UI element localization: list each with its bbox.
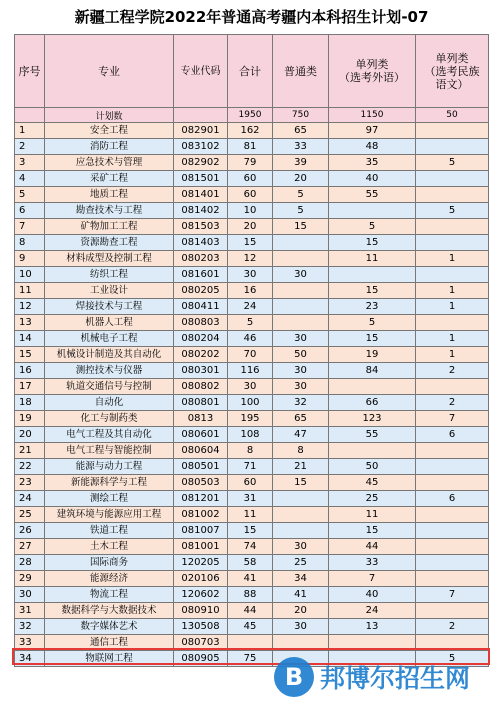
cell-single-ethnic: [416, 475, 489, 491]
page-title: 新疆工程学院2022年普通高考疆内本科招生计划-07: [74, 8, 429, 26]
table-row: [15, 283, 489, 299]
cell-index: 21: [15, 443, 45, 459]
cell-major: 能源经济: [45, 571, 174, 587]
cell-total: 41: [228, 571, 273, 587]
table-row: [15, 427, 489, 443]
cell-code: 081002: [174, 507, 228, 523]
cell-major: 机械电子工程: [45, 331, 174, 347]
cell-general: 33: [273, 139, 329, 155]
table-row: [15, 443, 489, 459]
cell-general: 30: [273, 363, 329, 379]
cell-total: 20: [228, 219, 273, 235]
table-row: [15, 187, 489, 203]
header-code: 专业代码: [174, 35, 228, 108]
cell-single-ethnic: 7: [416, 411, 489, 427]
cell-index: 29: [15, 571, 45, 587]
cell-single-foreign: [329, 203, 416, 219]
cell-single-foreign: 84: [329, 363, 416, 379]
cell-major: 国际商务: [45, 555, 174, 571]
cell-index: 26: [15, 523, 45, 539]
cell-general: 30: [273, 379, 329, 395]
cell-general: 30: [273, 539, 329, 555]
cell-general: 39: [273, 155, 329, 171]
cell-single-ethnic: [416, 315, 489, 331]
cell-general: 15: [273, 475, 329, 491]
cell-index: 13: [15, 315, 45, 331]
cell-total: 70: [228, 347, 273, 363]
cell-index: 17: [15, 379, 45, 395]
cell-general: 15: [273, 219, 329, 235]
table-row: [15, 235, 489, 251]
cell-index: 31: [15, 603, 45, 619]
cell-single-ethnic: [416, 571, 489, 587]
table-row: [15, 411, 489, 427]
cell-single-foreign: [329, 267, 416, 283]
cell-general: [273, 283, 329, 299]
cell-index: 2: [15, 139, 45, 155]
cell-major: 电气工程与智能控制: [45, 443, 174, 459]
cell-major: 地质工程: [45, 187, 174, 203]
table-row: [15, 315, 489, 331]
cell-code: 020106: [174, 571, 228, 587]
cell-single-ethnic: 2: [416, 395, 489, 411]
watermark-logo-icon: B: [274, 657, 314, 697]
cell-major: 机械设计制造及其自动化: [45, 347, 174, 363]
cell-major: 机器人工程: [45, 315, 174, 331]
cell-single-ethnic: [416, 539, 489, 555]
cell-general: 8: [273, 443, 329, 459]
cell-general: [273, 299, 329, 315]
cell-total: 74: [228, 539, 273, 555]
cell-general: 32: [273, 395, 329, 411]
cell-general: 20: [273, 171, 329, 187]
cell-single-foreign: 5: [329, 219, 416, 235]
cell-total: 31: [228, 491, 273, 507]
header-general: 普通类: [273, 35, 329, 108]
cell-single-foreign: 55: [329, 187, 416, 203]
cell-major: 资源勘查工程: [45, 235, 174, 251]
cell-major: 电气工程及其自动化: [45, 427, 174, 443]
table-row: [15, 491, 489, 507]
cell-total: 45: [228, 619, 273, 635]
cell-single-ethnic: [416, 507, 489, 523]
cell-major: 勘查技术与工程: [45, 203, 174, 219]
cell-index: 24: [15, 491, 45, 507]
cell-single-ethnic: [416, 555, 489, 571]
cell-single-foreign: 50: [329, 459, 416, 475]
cell-code: 081601: [174, 267, 228, 283]
cell-index: 18: [15, 395, 45, 411]
cell-major: 通信工程: [45, 635, 174, 651]
cell-total: [228, 635, 273, 651]
cell-major: 应急技术与管理: [45, 155, 174, 171]
cell-code: 080501: [174, 459, 228, 475]
cell-general: [273, 251, 329, 267]
cell-code: 120602: [174, 587, 228, 603]
header-total: 合计: [228, 35, 273, 108]
cell-index: 25: [15, 507, 45, 523]
cell-total: 46: [228, 331, 273, 347]
cell-code: 080604: [174, 443, 228, 459]
cell-general: 5: [273, 203, 329, 219]
cell-single-foreign: 25: [329, 491, 416, 507]
cell-single-ethnic: [416, 235, 489, 251]
cell-total: 81: [228, 139, 273, 155]
table-row: [15, 539, 489, 555]
cell-major: 物流工程: [45, 587, 174, 603]
cell-general: [273, 235, 329, 251]
header-single-ethnic: 单列类 （选考民族 语文）: [416, 35, 489, 108]
cell-single-foreign: 5: [329, 315, 416, 331]
cell-general: 5: [273, 187, 329, 203]
cell-general: 47: [273, 427, 329, 443]
cell-single-ethnic: [416, 379, 489, 395]
cell-major: 土木工程: [45, 539, 174, 555]
cell-major: 轨道交通信号与控制: [45, 379, 174, 395]
table-row: [15, 363, 489, 379]
cell-general: 65: [273, 123, 329, 139]
cell-total: 116: [228, 363, 273, 379]
cell-major: 能源与动力工程: [45, 459, 174, 475]
cell-major: 工业设计: [45, 283, 174, 299]
table-row: [15, 619, 489, 635]
cell-total: 30: [228, 267, 273, 283]
cell-major: 纺织工程: [45, 267, 174, 283]
cell-general: 30: [273, 619, 329, 635]
cell-index: 30: [15, 587, 45, 603]
cell-general: 41: [273, 587, 329, 603]
cell-index: 4: [15, 171, 45, 187]
cell-single-ethnic: 1: [416, 251, 489, 267]
cell-general: 50: [273, 347, 329, 363]
cell-code: 080301: [174, 363, 228, 379]
header-index: 序号: [15, 35, 45, 108]
cell-major: 铁道工程: [45, 523, 174, 539]
watermark-text: 邦博尔招生网: [320, 664, 471, 693]
cell-major: 采矿工程: [45, 171, 174, 187]
cell-general: 25: [273, 555, 329, 571]
cell-single-foreign: 11: [329, 507, 416, 523]
cell-single-foreign: 45: [329, 475, 416, 491]
table-row: [15, 331, 489, 347]
cell-code: 080204: [174, 331, 228, 347]
cell-total: 60: [228, 187, 273, 203]
cell-total: 60: [228, 171, 273, 187]
cell-major: 材料成型及控制工程: [45, 251, 174, 267]
cell-index: 1: [15, 123, 45, 139]
cell-total: 108: [228, 427, 273, 443]
cell-single-ethnic: [416, 187, 489, 203]
cell-single-foreign: [329, 443, 416, 459]
cell-total: 8: [228, 443, 273, 459]
cell-single-foreign: 35: [329, 155, 416, 171]
cell-single-ethnic: 2: [416, 619, 489, 635]
totals-code: [174, 108, 228, 123]
cell-single-foreign: [329, 379, 416, 395]
cell-single-ethnic: [416, 139, 489, 155]
table-row: [15, 251, 489, 267]
enrollment-plan-table: [14, 34, 489, 667]
cell-index: 23: [15, 475, 45, 491]
table-row: [15, 139, 489, 155]
cell-index: 20: [15, 427, 45, 443]
cell-single-ethnic: [416, 603, 489, 619]
cell-general: [273, 315, 329, 331]
cell-major: 矿物加工工程: [45, 219, 174, 235]
cell-index: 9: [15, 251, 45, 267]
watermark: [274, 654, 496, 700]
cell-total: 10: [228, 203, 273, 219]
cell-code: 080801: [174, 395, 228, 411]
cell-general: [273, 635, 329, 651]
cell-major: 数字媒体艺术: [45, 619, 174, 635]
cell-single-foreign: 33: [329, 555, 416, 571]
cell-major: 焊接技术与工程: [45, 299, 174, 315]
cell-total: 16: [228, 283, 273, 299]
cell-code: 080910: [174, 603, 228, 619]
table-row: [15, 379, 489, 395]
header-single-foreign: 单列类 （选考外语）: [329, 35, 416, 108]
totals-row: [15, 108, 489, 123]
cell-index: 34: [15, 651, 45, 667]
cell-single-ethnic: 1: [416, 299, 489, 315]
cell-single-foreign: 19: [329, 347, 416, 363]
table-row: [15, 123, 489, 139]
cell-code: 081001: [174, 539, 228, 555]
table-header-row: [15, 35, 489, 108]
cell-code: 083102: [174, 139, 228, 155]
cell-major: 物联网工程: [45, 651, 174, 667]
cell-index: 27: [15, 539, 45, 555]
totals-index: [15, 108, 45, 123]
cell-single-foreign: 15: [329, 283, 416, 299]
table-row: [15, 571, 489, 587]
cell-code: 080503: [174, 475, 228, 491]
cell-single-ethnic: 5: [416, 203, 489, 219]
cell-code: 081201: [174, 491, 228, 507]
cell-single-ethnic: [416, 219, 489, 235]
cell-total: 24: [228, 299, 273, 315]
cell-code: 082902: [174, 155, 228, 171]
cell-single-foreign: 48: [329, 139, 416, 155]
cell-total: 30: [228, 379, 273, 395]
cell-single-foreign: 44: [329, 539, 416, 555]
cell-single-foreign: 23: [329, 299, 416, 315]
cell-total: 5: [228, 315, 273, 331]
cell-single-ethnic: 5: [416, 155, 489, 171]
table-row: [15, 203, 489, 219]
cell-single-ethnic: [416, 443, 489, 459]
cell-single-foreign: 15: [329, 331, 416, 347]
cell-code: 081501: [174, 171, 228, 187]
cell-single-ethnic: [416, 171, 489, 187]
totals-single-foreign: 1150: [329, 108, 416, 123]
cell-single-ethnic: [416, 267, 489, 283]
cell-single-ethnic: 6: [416, 427, 489, 443]
cell-general: [273, 507, 329, 523]
cell-single-ethnic: 1: [416, 283, 489, 299]
table-row: [15, 587, 489, 603]
cell-code: 130508: [174, 619, 228, 635]
table-row: [15, 155, 489, 171]
cell-index: 8: [15, 235, 45, 251]
cell-index: 16: [15, 363, 45, 379]
cell-major: 测控技术与仪器: [45, 363, 174, 379]
cell-total: 58: [228, 555, 273, 571]
cell-index: 12: [15, 299, 45, 315]
cell-single-ethnic: [416, 459, 489, 475]
cell-single-ethnic: 6: [416, 491, 489, 507]
table-row: [15, 459, 489, 475]
cell-single-foreign: 13: [329, 619, 416, 635]
cell-general: 30: [273, 267, 329, 283]
cell-single-ethnic: 2: [416, 363, 489, 379]
table-row: [15, 635, 489, 651]
cell-total: 12: [228, 251, 273, 267]
cell-single-foreign: 123: [329, 411, 416, 427]
cell-code: 080803: [174, 315, 228, 331]
cell-code: 080703: [174, 635, 228, 651]
cell-index: 14: [15, 331, 45, 347]
table-row: [15, 523, 489, 539]
cell-index: 22: [15, 459, 45, 475]
cell-total: 195: [228, 411, 273, 427]
cell-code: 080905: [174, 651, 228, 667]
table-row: [15, 219, 489, 235]
cell-total: 15: [228, 235, 273, 251]
totals-label: 计划数: [45, 108, 174, 123]
cell-major: 新能源科学与工程: [45, 475, 174, 491]
table-row: [15, 347, 489, 363]
cell-code: 080601: [174, 427, 228, 443]
cell-major: 建筑环境与能源应用工程: [45, 507, 174, 523]
cell-single-ethnic: [416, 635, 489, 651]
cell-total: 15: [228, 523, 273, 539]
cell-code: 080802: [174, 379, 228, 395]
cell-index: 6: [15, 203, 45, 219]
cell-single-ethnic: 5: [416, 651, 489, 667]
cell-single-foreign: 15: [329, 235, 416, 251]
cell-single-foreign: 24: [329, 603, 416, 619]
cell-major: 测绘工程: [45, 491, 174, 507]
cell-single-foreign: 11: [329, 251, 416, 267]
cell-major: 自动化: [45, 395, 174, 411]
table-row: [15, 555, 489, 571]
cell-index: 28: [15, 555, 45, 571]
cell-single-foreign: 55: [329, 427, 416, 443]
table-row: [15, 299, 489, 315]
cell-single-ethnic: 7: [416, 587, 489, 603]
cell-index: 11: [15, 283, 45, 299]
cell-index: 3: [15, 155, 45, 171]
cell-total: 11: [228, 507, 273, 523]
cell-index: 19: [15, 411, 45, 427]
cell-index: 10: [15, 267, 45, 283]
cell-total: 71: [228, 459, 273, 475]
table-row: [15, 603, 489, 619]
cell-total: 162: [228, 123, 273, 139]
cell-code: 120205: [174, 555, 228, 571]
cell-major: 消防工程: [45, 139, 174, 155]
cell-code: 080411: [174, 299, 228, 315]
cell-general: [273, 523, 329, 539]
cell-single-foreign: 15: [329, 523, 416, 539]
cell-code: 0813: [174, 411, 228, 427]
cell-single-ethnic: [416, 523, 489, 539]
table-row: [15, 395, 489, 411]
cell-index: 33: [15, 635, 45, 651]
cell-total: 60: [228, 475, 273, 491]
cell-general: 21: [273, 459, 329, 475]
totals-single-ethnic: 50: [416, 108, 489, 123]
cell-code: 080205: [174, 283, 228, 299]
cell-code: 081402: [174, 203, 228, 219]
cell-single-foreign: 40: [329, 171, 416, 187]
cell-total: 88: [228, 587, 273, 603]
cell-single-foreign: 40: [329, 587, 416, 603]
cell-code: 081007: [174, 523, 228, 539]
table-row: [15, 267, 489, 283]
cell-index: 5: [15, 187, 45, 203]
totals-general: 750: [273, 108, 329, 123]
cell-single-ethnic: [416, 123, 489, 139]
cell-single-ethnic: 1: [416, 331, 489, 347]
cell-single-ethnic: 1: [416, 347, 489, 363]
cell-general: [273, 491, 329, 507]
table-row: [15, 507, 489, 523]
cell-single-foreign: 7: [329, 571, 416, 587]
cell-single-foreign: [329, 635, 416, 651]
cell-code: 081503: [174, 219, 228, 235]
cell-major: 化工与制药类: [45, 411, 174, 427]
cell-total: 79: [228, 155, 273, 171]
cell-single-foreign: 97: [329, 123, 416, 139]
cell-general: 65: [273, 411, 329, 427]
cell-code: 080202: [174, 347, 228, 363]
cell-major: 安全工程: [45, 123, 174, 139]
cell-general: 20: [273, 603, 329, 619]
cell-index: 7: [15, 219, 45, 235]
cell-code: 082901: [174, 123, 228, 139]
cell-total: 75: [228, 651, 273, 667]
cell-code: 081403: [174, 235, 228, 251]
header-major: 专业: [45, 35, 174, 108]
totals-total: 1950: [228, 108, 273, 123]
cell-single-foreign: 66: [329, 395, 416, 411]
cell-code: 081401: [174, 187, 228, 203]
cell-total: 44: [228, 603, 273, 619]
cell-general: 34: [273, 571, 329, 587]
table-row: [15, 475, 489, 491]
table-row: [15, 171, 489, 187]
cell-index: 32: [15, 619, 45, 635]
cell-code: 080203: [174, 251, 228, 267]
cell-major: 数据科学与大数据技术: [45, 603, 174, 619]
cell-total: 100: [228, 395, 273, 411]
cell-index: 15: [15, 347, 45, 363]
cell-general: 30: [273, 331, 329, 347]
